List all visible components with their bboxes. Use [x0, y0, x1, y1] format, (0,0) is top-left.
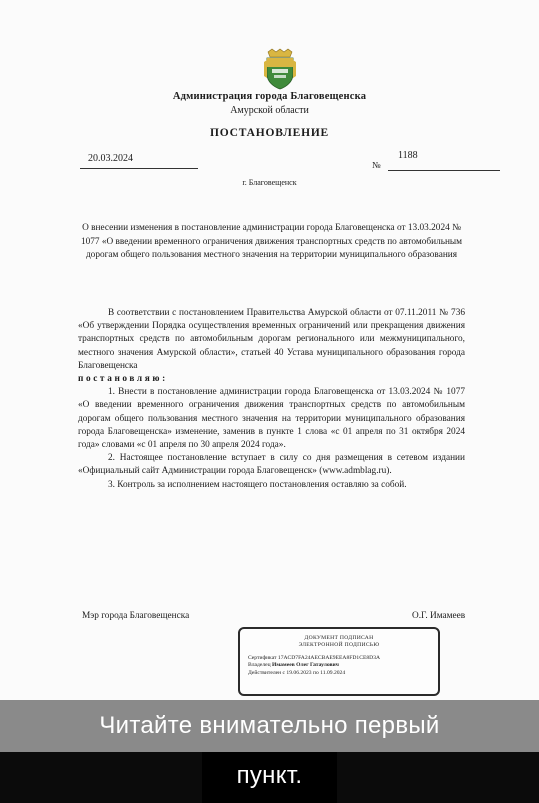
- stamp-owner: Владелец Имамеев Олег Гатаулович: [248, 662, 339, 669]
- stamp-validity: Действителен с 19.06.2023 по 11.09.2024: [248, 669, 346, 676]
- document-number: 1188: [398, 150, 418, 161]
- organization-name: Администрация города Благовещенска: [172, 91, 367, 102]
- number-underline: [388, 170, 500, 171]
- electronic-signature-stamp: [238, 627, 440, 696]
- preamble-paragraph: В соответствии с постановлением Правительства Амурской области от 07.11.2011 № 736 «Об утверждении Порядка осуществления временных ограничений или прекращения движения транспортных средств по автомобильным дорогам регионального или межмуниципального, местного значения Амурской области», статьей 40 Устава муниципального образования города Благовещенска: [78, 308, 465, 371]
- mayor-name: О.Г. Имамеев: [412, 611, 466, 621]
- document-date: 20.03.2024: [88, 153, 133, 164]
- item-2-paragraph: 2. Настоящее постановление вступает в силу со дня размещения в сетевом издании «Официальный сайт Администрации города Благовещенск» (www.admblag.ru).: [78, 453, 465, 477]
- document-subject: О внесении изменения в постановление администрации города Благовещенска от 13.03.2024 № 1077 «О введении временного ограничения движения транспортных средств по автомобильным дорогам общего пользования местного значения на территории муниципального образования: [80, 223, 463, 260]
- resolves-heading: постановляю:: [78, 374, 168, 385]
- mayor-title: Мэр города Благовещенска: [82, 611, 190, 621]
- coat-of-arms-icon: [262, 48, 298, 90]
- date-underline: [80, 168, 198, 169]
- item-3-paragraph: 3. Контроль за исполнением настоящего постановления оставляю за собой.: [108, 479, 407, 490]
- document-body: [78, 307, 465, 492]
- caption-line-1: Читайте внимательно первый: [99, 712, 440, 739]
- stamp-line-2: ЭЛЕКТРОННОЙ ПОДПИСЬЮ: [298, 642, 380, 649]
- item-1-paragraph: 1. Внести в постановление администрации города Благовещенска от 13.03.2024 № 1077 «О введении временного ограничения движения транспортных средств по автомобильным дорогам общего пользования местного значения на территории муниципального образования города Благовещенска» изменение, заменив в пункте 1 слова «с 01 апреля по 31 октября 2024 года» словами «с 01 апреля по 30 апреля 2024 года».: [78, 387, 465, 451]
- caption-line-2: пункт.: [236, 762, 303, 789]
- number-label: №: [372, 160, 381, 170]
- stamp-line-1: ДОКУМЕНТ ПОДПИСАН: [304, 635, 374, 641]
- region-name: Амурской области: [230, 105, 309, 116]
- document-city: г. Благовещенск: [242, 178, 297, 187]
- stamp-certificate: Сертификат 17ACD7FA24AECBAE9EEA8FD1CE8D3A: [248, 654, 381, 661]
- document-type: ПОСТАНОВЛЕНИЕ: [209, 127, 330, 139]
